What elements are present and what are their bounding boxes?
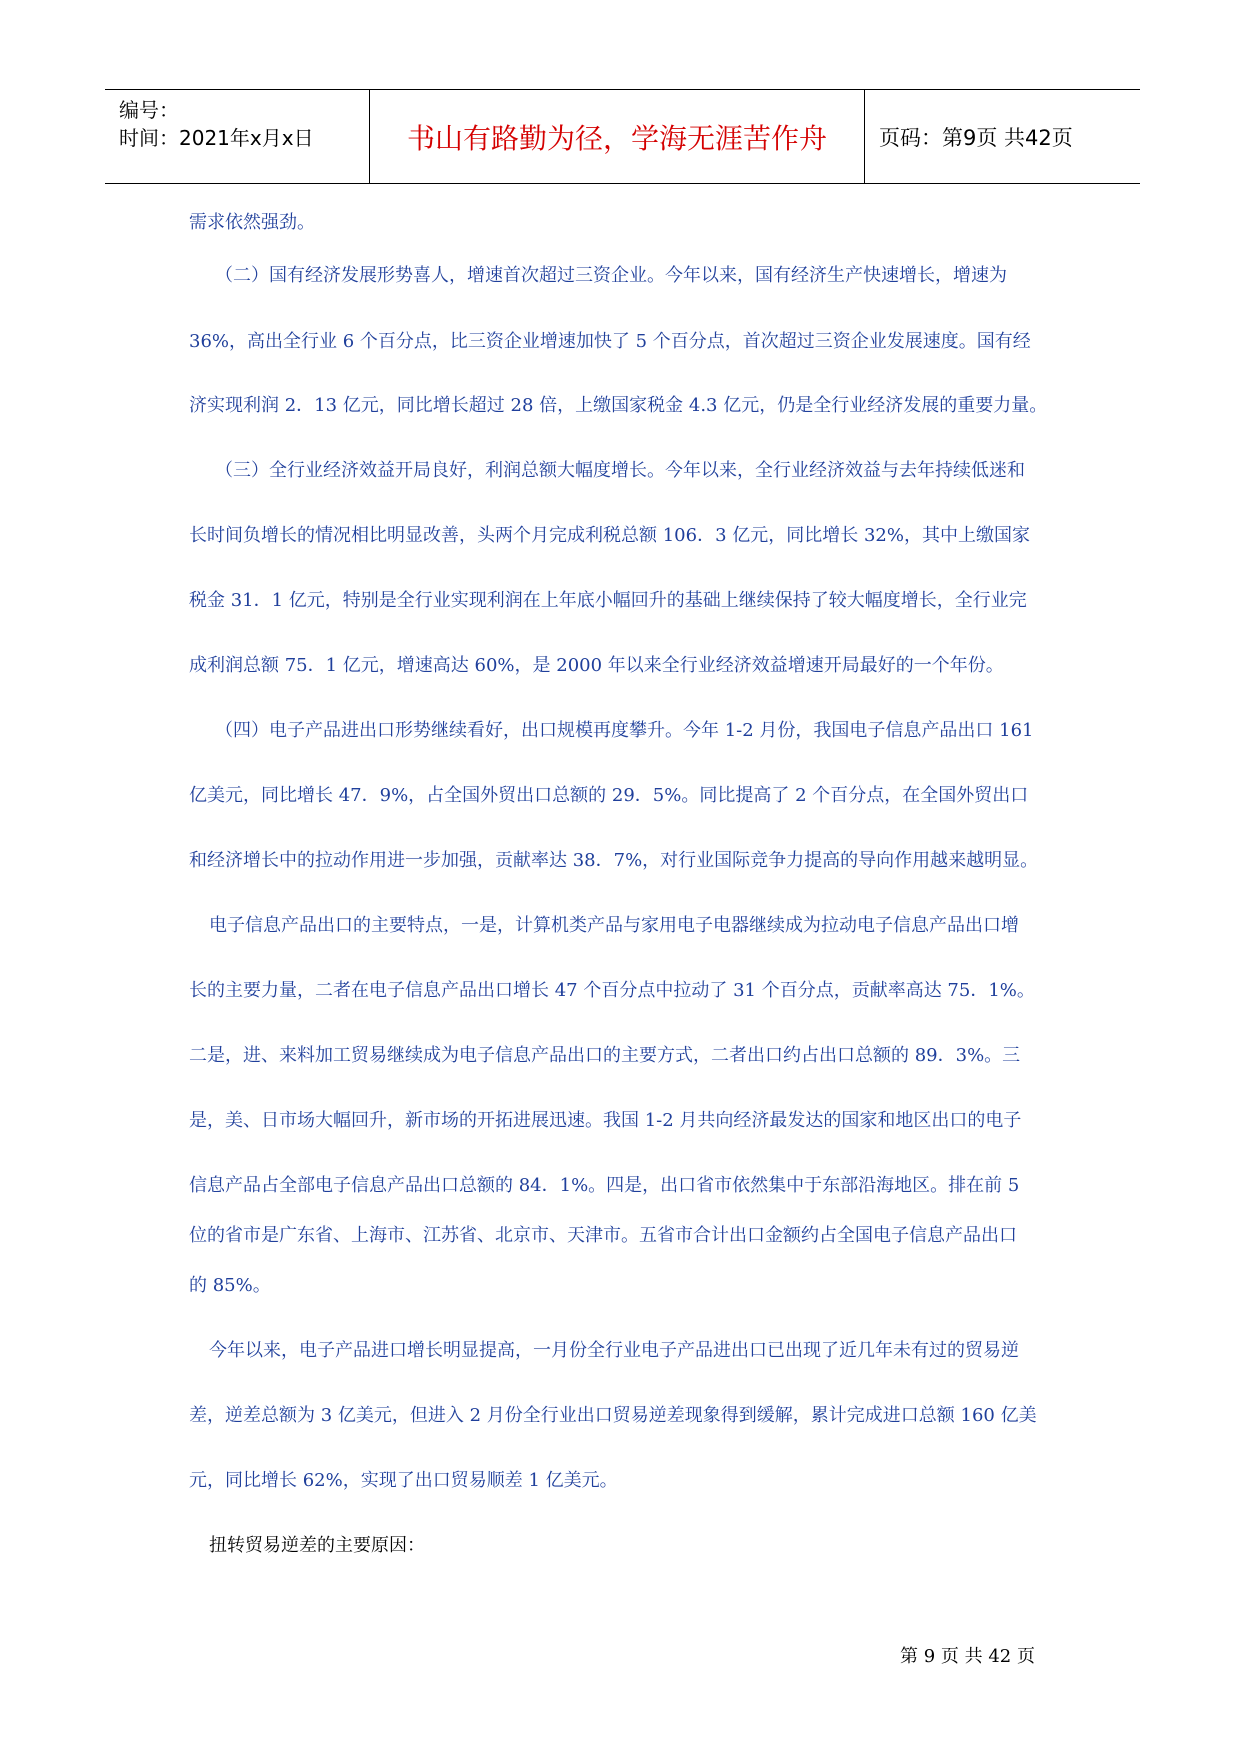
page-info: 页码：第9页 共42页 bbox=[879, 125, 1073, 150]
text-line: 济实现利润 2．13 亿元，同比增长超过 28 倍，上缴国家税金 4.3 亿元，仍是全行业经济发展的重要力量。 bbox=[189, 395, 1048, 416]
motto: 书山有路勤为径，学海无涯苦作舟 bbox=[406, 121, 827, 155]
text-line: （四）电子产品进出口形势继续看好，出口规模再度攀升。今年 1-2 月份，我国电子信息产品出口 161 bbox=[215, 720, 1034, 741]
text-line: 36%，高出全行业 6 个百分点，比三资企业增速加快了 5 个百分点，首次超过三资企业发展速度。国有经 bbox=[189, 331, 1031, 352]
text-line: 电子信息产品出口的主要特点，一是，计算机类产品与家用电子电器继续成为拉动电子信息产品出口增 bbox=[209, 915, 1019, 936]
text-line: 今年以来，电子产品进口增长明显提高，一月份全行业电子产品进出口已出现了近几年未有过的贸易逆 bbox=[209, 1340, 1019, 1361]
text-line: 成利润总额 75．1 亿元，增速高达 60%，是 2000 年以来全行业经济效益增速开局最好的一个年份。 bbox=[189, 655, 1004, 676]
text-line: 二是，进、来料加工贸易继续成为电子信息产品出口的主要方式，二者出口约占出口总额的 89．3%。三 bbox=[189, 1045, 1021, 1066]
time-label: 时间：2021年x月x日 bbox=[119, 126, 314, 150]
text-line: 税金 31．1 亿元，特别是全行业实现利润在上年底小幅回升的基础上继续保持了较大幅度增长，全行业完 bbox=[189, 590, 1027, 611]
text-line: 差，逆差总额为 3 亿美元，但进入 2 月份全行业出口贸易逆差现象得到缓解，累计完成进口总额 160 亿美 bbox=[189, 1405, 1037, 1426]
page-header bbox=[105, 89, 1140, 184]
header-page-cell bbox=[865, 90, 1140, 183]
text-line: 长的主要力量，二者在电子信息产品出口增长 47 个百分点中拉动了 31 个百分点，贡献率高达 75．1%。 bbox=[189, 980, 1035, 1001]
text-line: 是，美、日市场大幅回升，新市场的开拓进展迅速。我国 1-2 月共向经济最发达的国家和地区出口的电子 bbox=[189, 1110, 1022, 1131]
text-line: 位的省市是广东省、上海市、江苏省、北京市、天津市。五省市合计出口金额约占全国电子信息产品出口 bbox=[189, 1225, 1017, 1246]
text-line: 和经济增长中的拉动作用进一步加强，贡献率达 38．7%，对行业国际竞争力提高的导向作用越来越明显。 bbox=[189, 850, 1039, 871]
page-footer: 第 9 页 共 42 页 bbox=[900, 1646, 1035, 1667]
text-line: 长时间负增长的情况相比明显改善，头两个月完成利税总额 106．3 亿元，同比增长 32%，其中上缴国家 bbox=[189, 525, 1030, 546]
text-line: 元，同比增长 62%，实现了出口贸易顺差 1 亿美元。 bbox=[189, 1470, 618, 1491]
text-line: （二）国有经济发展形势喜人，增速首次超过三资企业。今年以来，国有经济生产快速增长，增速为 bbox=[215, 265, 1007, 286]
text-line: 扭转贸易逆差的主要原因： bbox=[209, 1535, 425, 1556]
serial-label: 编号： bbox=[119, 98, 179, 122]
header-meta-cell bbox=[105, 90, 370, 183]
text-line: 的 85%。 bbox=[189, 1275, 271, 1296]
text-line: 信息产品占全部电子信息产品出口总额的 84．1%。四是，出口省市依然集中于东部沿海地区。排在前 5 bbox=[189, 1175, 1020, 1196]
text-line: （三）全行业经济效益开局良好，利润总额大幅度增长。今年以来，全行业经济效益与去年持续低迷和 bbox=[215, 460, 1025, 481]
text-line: 需求依然强劲。 bbox=[189, 212, 315, 233]
header-motto-cell bbox=[370, 90, 865, 183]
text-line: 亿美元，同比增长 47．9%，占全国外贸出口总额的 29．5%。同比提高了 2 个百分点，在全国外贸出口 bbox=[189, 785, 1029, 806]
